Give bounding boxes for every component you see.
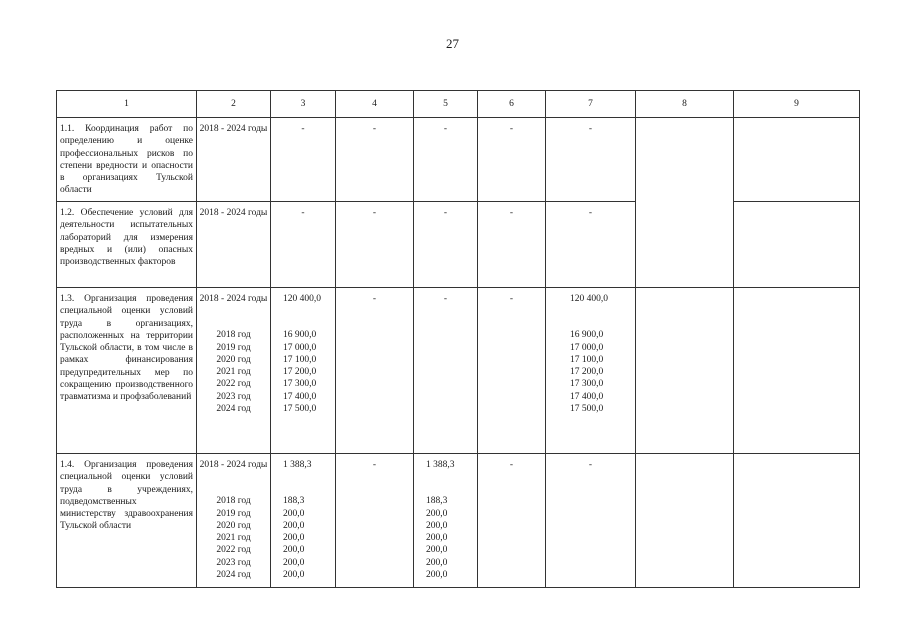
cell-col6: - <box>478 118 546 202</box>
year-value: 200,0 <box>426 557 448 568</box>
year-label: 2023 год <box>216 557 251 568</box>
year-value: 17 200,0 <box>570 367 604 378</box>
year-value: 17 300,0 <box>283 379 317 390</box>
year-value: 17 500,0 <box>283 404 317 415</box>
year-value: 200,0 <box>283 508 305 519</box>
cell-col8 <box>636 454 734 588</box>
cell-col6: - <box>478 202 546 288</box>
cell-col5: - <box>414 288 478 454</box>
year-value: 200,0 <box>426 545 448 556</box>
year-label: 2019 год <box>216 508 251 519</box>
cell-col4: - <box>336 454 414 588</box>
cell-col3 <box>271 454 336 588</box>
year-value: 17 300,0 <box>570 379 604 390</box>
table-row <box>57 202 860 288</box>
period-cell <box>197 288 271 454</box>
cell-col7: - <box>546 454 636 588</box>
page-number: 27 <box>446 36 459 51</box>
cell-col9 <box>734 202 860 288</box>
period-range: 2018 - 2024 годы <box>199 460 268 470</box>
header-cell: 3 <box>271 91 336 118</box>
cell-col7: - <box>546 118 636 202</box>
table-row <box>57 454 860 588</box>
header-cell: 7 <box>546 91 636 118</box>
total-value: 120 400,0 <box>570 294 608 304</box>
measure-name: 1.3. Организация проведения специальной оценки условий труда в организациях, расположенных на территории Тульской области, в том числе в рамках финансирования предупредительных мер по сокращению производственного травматизма и профзаболеваний <box>57 288 197 454</box>
year-label: 2022 год <box>216 379 251 390</box>
year-label: 2018 год <box>216 496 251 507</box>
year-value: 200,0 <box>426 508 448 519</box>
year-value: 17 000,0 <box>570 342 604 353</box>
cell-col8 <box>636 288 734 454</box>
cell-col3: - <box>271 118 336 202</box>
year-label: 2024 год <box>216 570 251 581</box>
cell-col5: - <box>414 202 478 288</box>
table-row <box>57 118 860 202</box>
year-label: 2023 год <box>216 391 251 402</box>
year-label: 2020 год <box>216 354 251 365</box>
year-value: 17 500,0 <box>570 404 604 415</box>
year-value: 17 100,0 <box>570 354 604 365</box>
cell-col5 <box>414 454 478 588</box>
header-cell: 8 <box>636 91 734 118</box>
year-value: 188,3 <box>283 496 305 507</box>
header-row <box>57 91 860 118</box>
year-value: 200,0 <box>283 545 305 556</box>
header-cell: 9 <box>734 91 860 118</box>
period-cell <box>197 454 271 588</box>
year-label: 2019 год <box>216 342 251 353</box>
year-label: 2021 год <box>216 533 251 544</box>
year-value: 200,0 <box>426 570 448 581</box>
year-label: 2020 год <box>216 520 251 531</box>
header-cell: 4 <box>336 91 414 118</box>
year-label: 2021 год <box>216 367 251 378</box>
cell-col3 <box>271 288 336 454</box>
year-value: 16 900,0 <box>283 330 317 341</box>
cell-col8 <box>636 118 734 288</box>
cell-col9 <box>734 454 860 588</box>
year-value: 200,0 <box>426 520 448 531</box>
cell-col4: - <box>336 118 414 202</box>
cell-col5: - <box>414 118 478 202</box>
year-value: 17 400,0 <box>570 391 604 402</box>
cell-col6: - <box>478 454 546 588</box>
header-cell: 5 <box>414 91 478 118</box>
cell-col7: - <box>546 202 636 288</box>
year-value: 17 400,0 <box>283 391 317 402</box>
year-value: 200,0 <box>283 520 305 531</box>
cell-col4: - <box>336 202 414 288</box>
year-value: 200,0 <box>283 570 305 581</box>
header-cell: 2 <box>197 91 271 118</box>
year-value: 17 100,0 <box>283 354 317 365</box>
year-value: 188,3 <box>426 496 448 507</box>
year-value: 17 000,0 <box>283 342 317 353</box>
year-label: 2024 год <box>216 404 251 415</box>
program-table <box>56 90 860 588</box>
header-cell: 1 <box>57 91 197 118</box>
total-value: 1 388,3 <box>426 460 455 470</box>
total-value: 120 400,0 <box>283 294 321 304</box>
year-value: 200,0 <box>283 533 305 544</box>
period-range: 2018 - 2024 годы <box>199 294 268 304</box>
header-cell: 6 <box>478 91 546 118</box>
year-value: 16 900,0 <box>570 330 604 341</box>
table-row <box>57 288 860 454</box>
cell-col9 <box>734 288 860 454</box>
cell-col3: - <box>271 202 336 288</box>
cell-col4: - <box>336 288 414 454</box>
period-cell: 2018 - 2024 годы <box>197 202 271 288</box>
measure-name: 1.4. Организация проведения специальной оценки условий труда в учреждениях, подведомственных министерству здравоохранения Тульской области <box>57 454 197 588</box>
measure-name: 1.2. Обеспечение условий для деятельности испытательных лабораторий для измерения вредных и (или) опасных производственных факторов <box>57 202 197 288</box>
year-value: 200,0 <box>426 533 448 544</box>
year-value: 200,0 <box>283 557 305 568</box>
total-value: 1 388,3 <box>283 460 312 470</box>
year-label: 2018 год <box>216 330 251 341</box>
cell-col6: - <box>478 288 546 454</box>
year-value: 17 200,0 <box>283 367 317 378</box>
cell-col7 <box>546 288 636 454</box>
year-label: 2022 год <box>216 545 251 556</box>
cell-col9 <box>734 118 860 202</box>
period-cell: 2018 - 2024 годы <box>197 118 271 202</box>
measure-name: 1.1. Координация работ по определению и оценке профессиональных рисков по степени вредности и опасности в организациях Тульской области <box>57 118 197 202</box>
